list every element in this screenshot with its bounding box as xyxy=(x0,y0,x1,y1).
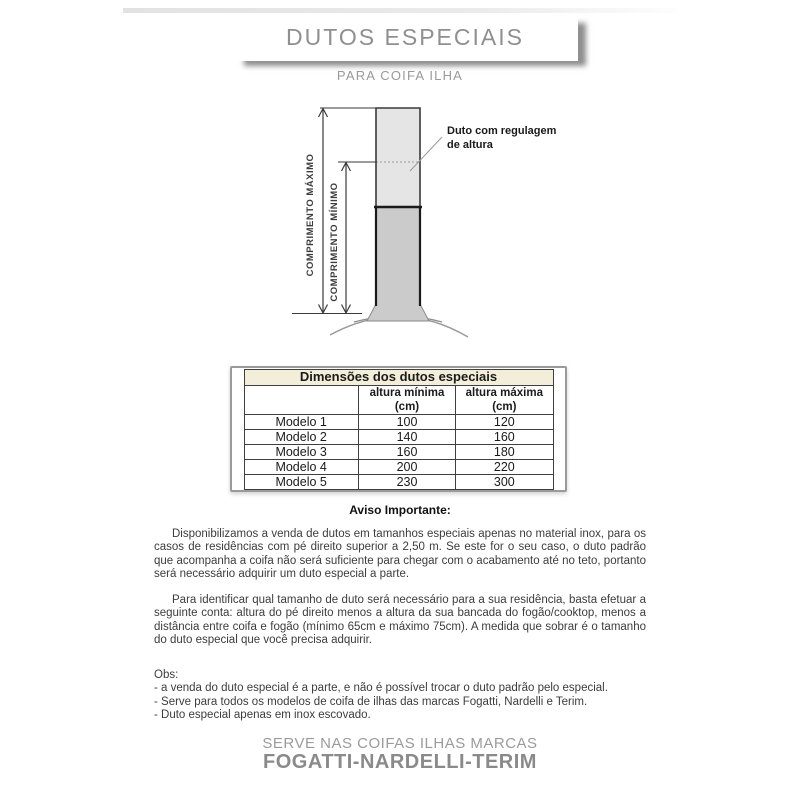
table-row xyxy=(244,414,553,429)
dimensions-table xyxy=(244,369,554,490)
min-cell: 160 xyxy=(358,444,455,459)
observation-item: - Duto especial apenas em inox escovado. xyxy=(154,708,371,721)
max-cell: 300 xyxy=(456,474,553,489)
min-length-label: COMPRIMENTO MÍNIMO xyxy=(329,182,340,302)
model-cell: Modelo 4 xyxy=(244,459,358,474)
max-cell: 120 xyxy=(456,414,553,429)
notice-paragraph-1: Disponibilizamos a venda de dutos em tamanhos especiais apenas no material inox, para os casos de residências com pé direito superior a 2,50 m. Se este for o seu caso, o duto padrão que acompanha a coifa não será suficiente para chegar com o acabamento até no teto, portanto será necessário adquirir um duto especial a parte. xyxy=(154,528,646,581)
annotation-line2: de altura xyxy=(447,139,493,151)
duct-diagram xyxy=(280,90,600,350)
dimensions-table-frame xyxy=(230,366,567,492)
footer-compatibility-text: SERVE NAS COIFAS ILHAS MARCAS xyxy=(262,735,538,752)
observations-block xyxy=(154,669,664,722)
min-cell: 140 xyxy=(358,429,455,444)
column-header-max: altura máxima (cm) xyxy=(456,385,553,414)
notice-heading: Aviso Importante: xyxy=(349,503,451,517)
max-cell: 160 xyxy=(456,429,553,444)
duct-upper-section xyxy=(376,108,420,207)
model-cell: Modelo 1 xyxy=(244,414,358,429)
table-title: Dimensões dos dutos especiais xyxy=(244,369,553,385)
max-cell: 220 xyxy=(456,459,553,474)
observation-item: - Serve para todos os modelos de coifa de ilhas das marcas Fogatti, Nardelli e Terim. xyxy=(154,695,588,708)
header-gradient-strip xyxy=(123,8,676,13)
page-title: DUTOS ESPECIAIS xyxy=(286,24,524,50)
table-row xyxy=(244,444,553,459)
model-cell: Modelo 3 xyxy=(244,444,358,459)
table-row xyxy=(244,474,553,489)
min-cell: 100 xyxy=(358,414,455,429)
min-cell: 200 xyxy=(358,459,455,474)
observations-heading: Obs: xyxy=(154,669,179,681)
notice-paragraph-2: Para identificar qual tamanho de duto será necessário para a sua residência, basta efetuar a seguinte conta: altura do pé direito menos a altura da sua bancada do fogão/cooktop, menos a distância entre coifa e fogão (mínimo 65cm e máximo 75cm). A medida que sobrar é o tamanho do duto especial que você precisa adquirir. xyxy=(154,594,646,647)
max-cell: 180 xyxy=(456,444,553,459)
max-length-label: COMPRIMENTO MÁXIMO xyxy=(305,153,316,277)
observation-item: - a venda do duto especial é a parte, e não é possível trocar o duto padrão pelo especial. xyxy=(154,682,608,695)
table-row xyxy=(244,459,553,474)
column-header-blank xyxy=(244,385,358,414)
model-cell: Modelo 2 xyxy=(244,429,358,444)
page-subtitle: PARA COIFA ILHA xyxy=(336,68,464,83)
duct-diagram-svg xyxy=(280,90,600,350)
footer-brands-text: FOGATTI-NARDELLI-TERIM xyxy=(263,751,537,773)
annotation-line1: Duto com regulagem xyxy=(447,125,557,137)
title-banner xyxy=(232,14,578,61)
min-cell: 230 xyxy=(358,474,455,489)
duct-lower-section xyxy=(376,207,420,307)
table-row xyxy=(244,429,553,444)
model-cell: Modelo 5 xyxy=(244,474,358,489)
column-header-min: altura mínima (cm) xyxy=(358,385,455,414)
table-header-row xyxy=(244,385,553,414)
